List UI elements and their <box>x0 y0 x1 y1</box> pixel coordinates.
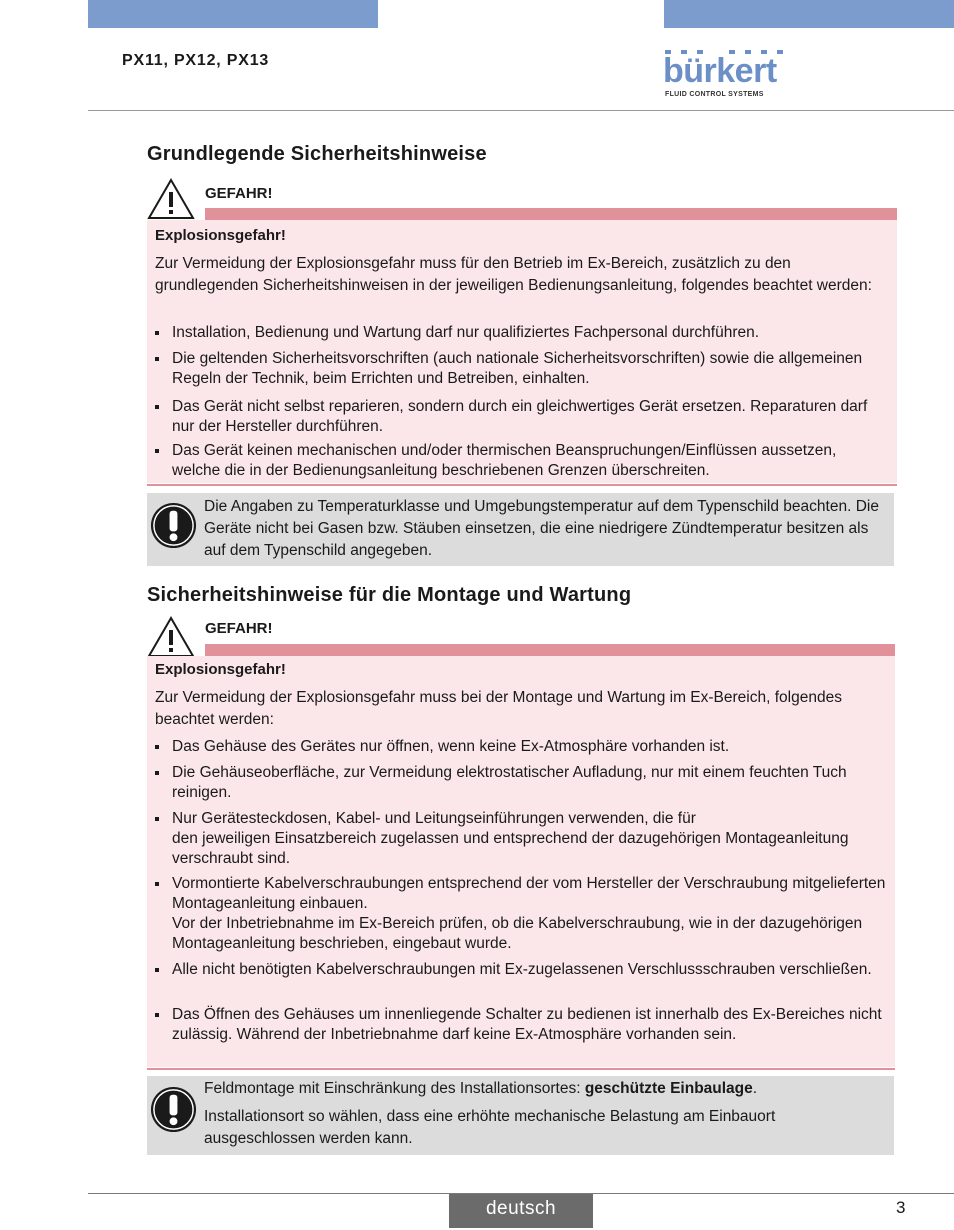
note-text-second: Installationsort so wählen, dass eine erhöhte mechanische Belastung am Einbauort ausgeschlossen werden kann. <box>204 1108 776 1147</box>
model-designation: PX11, PX12, PX13 <box>122 52 270 69</box>
exclamation-circle-icon <box>149 1085 198 1134</box>
header-accent-bar-left <box>88 0 378 28</box>
list-item-text: Nur Gerätesteckdosen, Kabel- und Leitungseinführungen verwenden, die für den jeweiligen Einsatzbereich zugelassen und entsprechend der dazugehörigen Montageanleitung verschraubt sind. <box>172 810 849 867</box>
danger-box <box>147 656 895 1067</box>
list-item-text: Installation, Bedienung und Wartung darf nur qualifiziertes Fachpersonal durchführen. <box>172 324 760 341</box>
list-item-text: Die geltenden Sicherheitsvorschriften (auch nationale Sicherheitsvorschriften) sowie die allgemeinen Regeln der Technik, beim Errichten und Betreiben, einhalten. <box>172 350 863 387</box>
note-text-suffix: . <box>752 1080 758 1097</box>
list-item-text: Das Gerät keinen mechanischen und/oder thermischen Beanspruchungen/Einflüssen aussetzen, welche die in der Bedienungsanleitung beschriebenen Grenzen überschreiten. <box>172 442 837 479</box>
section-title-basic-safety: Grundlegende Sicherheitshinweise <box>147 143 487 165</box>
danger-bar <box>205 644 895 656</box>
note-text-emphasis: geschützte Einbaulage <box>584 1080 753 1097</box>
danger-label: GEFAHR! <box>205 185 273 202</box>
danger-box-bottom-rule <box>147 1068 895 1070</box>
danger-label: GEFAHR! <box>205 620 273 637</box>
danger-bar <box>205 208 897 220</box>
header-divider <box>88 110 954 111</box>
warning-triangle-icon <box>147 616 195 658</box>
list-item-text: Das Gehäuse des Gerätes nur öffnen, wenn keine Ex-Atmosphäre vorhanden ist. <box>172 738 730 755</box>
warning-triangle-icon <box>147 178 195 220</box>
note-box <box>147 493 894 566</box>
header-accent-bar-right <box>664 0 954 28</box>
exclamation-circle-icon <box>149 501 198 550</box>
note-text: Die Angaben zu Temperaturklasse und Umgebungstemperatur auf dem Typenschild beachten. Die Geräte nicht bei Gasen bzw. Stäuben einsetzen, die eine niedrigere Zündtemperatur besitzen als auf dem Typenschild angegeben. <box>204 498 879 559</box>
danger-intro: Zur Vermeidung der Explosionsgefahr muss bei der Montage und Wartung im Ex-Bereich, folgendes beachtet werden: <box>155 689 842 728</box>
danger-subtitle: Explosionsgefahr! <box>155 227 286 244</box>
note-text-prefix: Feldmontage mit Einschränkung des Installationsortes: <box>204 1080 585 1097</box>
danger-intro: Zur Vermeidung der Explosionsgefahr muss für den Betrieb im Ex-Bereich, zusätzlich zu den grundlegenden Sicherheitshinweisen in der jeweiligen Bedienungsanleitung, folgendes beachtet werden: <box>155 255 872 294</box>
section-title-mounting-maintenance: Sicherheitshinweise für die Montage und Wartung <box>147 584 632 606</box>
list-item-text: Das Öffnen des Gehäuses um innenliegende Schalter zu bedienen ist innerhalb des Ex-Bereiches nicht zulässig. Während der Inbetriebnahme darf keine Ex-Atmosphäre vorhanden sein. <box>172 1006 882 1043</box>
list-item-text: Vormontierte Kabelverschraubungen entsprechend der vom Hersteller der Verschraubung mitgelieferten Montageanleitung einbauen. Vor der Inbetriebnahme im Ex-Bereich prüfen, ob die Kabelverschraubung, wie in der dazugehörigen Montageanleitung beschrieben, eingebaut wurde. <box>172 875 886 952</box>
list-item-text: Die Gehäuseoberfläche, zur Vermeidung elektrostatischer Aufladung, nur mit einem feuchten Tuch reinigen. <box>172 764 847 801</box>
note-box <box>147 1076 894 1155</box>
danger-box-bottom-rule <box>147 484 897 486</box>
logo-wordmark: bürkert <box>663 52 777 90</box>
logo-subtitle: FLUID CONTROL SYSTEMS <box>665 91 764 98</box>
danger-subtitle: Explosionsgefahr! <box>155 661 286 678</box>
danger-box <box>147 220 897 483</box>
note-text <box>204 1078 884 1100</box>
list-item-text: Das Gerät nicht selbst reparieren, sondern durch ein gleichwertiges Gerät ersetzen. Reparaturen darf nur der Hersteller durchführen. <box>172 398 868 435</box>
language-tab: deutsch <box>449 1194 593 1228</box>
page-number: 3 <box>896 1198 906 1217</box>
list-item-text: Alle nicht benötigten Kabelverschraubungen mit Ex-zugelassenen Verschlussschrauben verschließen. <box>172 961 872 978</box>
